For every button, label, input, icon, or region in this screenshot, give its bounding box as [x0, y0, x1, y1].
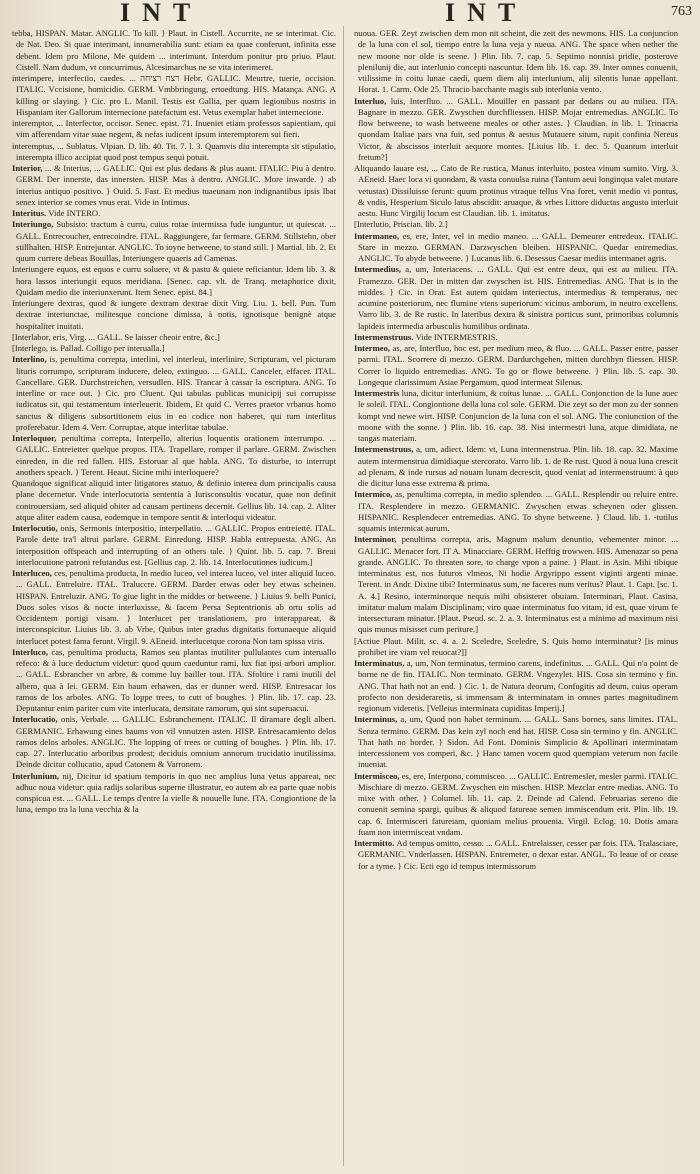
entry-paragraph — [12, 73, 336, 118]
entry-paragraph — [354, 714, 678, 770]
entry-paragraph — [354, 28, 678, 96]
entry-paragraph — [354, 231, 678, 265]
entry-text: luna, dicitur interlunium, & coitus lunae. ... GALL. Conjonction de la lune auec le soleil. ITAL. Congiontione della luna col sole. GERM. Die zeyt so der mon zu der sonnen kompt vnd newe wirt. HISP. Conjuncion de la luna con el sol. ANG. The coniunction of the moone with the sonne. } Plin. lib. 16. cap. 38. Nisi intermestri luna, atque dimidiata, ne tangas materiam. — [358, 388, 678, 443]
entry-text: ... & Interius, ... GALLIC. Qui est plus dedans & plus auant. ITALIC. Piu à dentro. GERM. Der innerste, das innersten. HISP. Mas à dentro. ANGLIC. More inwarde. } ab interius antiquo positivo. } Ouid. 5. Fast. Et medius tuaeunam non indignantibus ipsis Ibat senex interior se comes vnus erat. Vide in Intimus. — [16, 163, 336, 207]
entry-paragraph — [12, 332, 336, 343]
entry-headword: Interminus, — [354, 714, 401, 725]
right-column — [354, 28, 678, 1168]
entry-text: ces, penultima producta, In medio luceo, vel interea luceo, vel inter aliquid luceo. ... GALL. Entreluire. ITAL. Traluccre. GERM. Darder etwas oder bey etwas scheinen. HISPAN. Entreluzir. ANG. To giue light in the middes or betweene. } Liuius 9. belli Punici, Duos soles visos & nocte interluxisse, & facem Persa Septentrionis ab ortu solis ad Occidentem portigi visam. } Interlucet per translationem, pro interappareat, & interconspicitur. Liuius lib. 3. ab Vrbe, Quibus inter gradus dignitatis fortunaeque aliquid interlucet potest fama ferunt. Virgil. 9. AEneid. interlucetque corona Non tam spissa viris. — [16, 568, 336, 646]
entry-text: as, penultima correpta, in medio splendeo. ... GALL. Resplendir ou reluire entre. ITA. Resplendere in mezzo. GERMANIC. Zwyschen etwas scheynen oder glissen. HISPANIC. Resplendecer entremedias. ANG. To shyne betweene. } Claud. lib. 1. -tutilus squamis intermicat aurum. — [358, 489, 678, 533]
entry-paragraph — [12, 523, 336, 568]
column-divider — [343, 26, 344, 1166]
entry-headword: Intermico, — [354, 489, 396, 500]
entry-headword: Intermaneo, — [354, 230, 403, 241]
entry-text: Interiungere dextras, quod & iungere dextram dextrae dixit Virg. Liu. 1. bell. Pun. Tum dextrae interiunctae, militesque concione dimissa, à notis, ignotisque benignè atque hospitaliter inuitati. — [12, 298, 336, 331]
entry-paragraph — [354, 636, 678, 659]
entry-headword: Interitus. — [12, 208, 49, 218]
entry-text: a, um, adiect. Idem: vt, Luna intermenstrua. Plin. lib. 18. cap. 32. Maxime autem intermenstrua dimidiaque stercorato. Varro lib. 1. de Re rust. Quod à noua luna crescit ad plenam, & inde rursus ad nouam lunam decrescit, quod veniat ad intermenstruum: à quo die dicitur luna esse extrema & prima. — [358, 444, 678, 488]
entry-paragraph — [12, 208, 336, 219]
entry-text: interimpere, interfectio, caedes. ... רצח רציחה Hebr. GALLIC. Meurtre, tuerie, occision. ITALIC. Vccisione, homicidio. GERM. Vmbbringung, ertoedtung. HIS. Matança. ANG. A killing or slaying. } Cic. pro L. Manil. Testis est Gallia, per quam legionibus nostris in Hispaniam iter Gallorum internecione patefactum est. Vetus exemplar habet internecione. — [12, 73, 336, 117]
entry-headword: Interminatus, — [354, 658, 407, 668]
entry-paragraph — [12, 478, 336, 523]
entry-text: Interiungere equos, est equos e curru soluere, vt & pastu & quiete reficiantur. Idem lib. 3. & hora lassos interiungit equos meridiana. [Senec. cap. vlt. de Tranq. metaphorice dixit, Quidam medio die interiunxerunt. Item Senec. epist. 84.] — [12, 264, 336, 297]
entry-paragraph — [12, 771, 336, 816]
entry-paragraph — [12, 354, 336, 433]
entry-paragraph — [12, 118, 336, 141]
entry-text: tebba, HISPAN. Matar. ANGLIC. To kill. } Plaut. in Cistell. Accurrite, ne se interimat. Cic. de Nat. Deo. Si quae interimant, innumerabilia sunt: etiam ea quae conferunt, infinita esse debent. Idem pro Milone, Me quidem ... interimunt. Interdum ponitur pro priuo. Plaut. Cistell. Nam dudum, vt concurrimus, Alcesimarchus ne se vita interimeret. — [12, 28, 336, 72]
entry-headword: Interloquor, — [12, 433, 62, 443]
entry-text: penultima correpta, aris, Magnum malum denuntio, vehementer minor. ... GALLIC. Menacer fort. IT A. Minacciare. GERM. Hefftig trowwen. HIS. Amenazar so pena grande. ANGLIC. To threaten sore, to charge vpon a paine. } Plaut. in Asin. Mihi tibique interminatus est, nos futuros vlmeos, Ni hodie Argyrippo essent viginti argenti minae. Terent. in Andr. Dixine tibi? Interminatus sum, ne faceres num veritus? Plaut. 1. Capt. [sc. 1. A. 4.] Resino, interminorque nequis mihi obsisteret obuiam. Interminari, Plaut. Casina, imitatur malum malam Disciplinam; viro quae interminatus fuo vitam, id est, quae virum fe intersecturam minatur. [Plaut. Pseud. sc. 2. a. 3. Interminatus est a minimo ad maximum nisi quis munus misisset cum periture.] — [358, 534, 678, 635]
running-head-left: INT — [120, 0, 203, 27]
entry-paragraph — [354, 444, 678, 489]
entry-headword: Intermedius, — [354, 264, 406, 275]
entry-text: Aliquando lauare est, ... Cato de Re rustica, Manus interluito, postea vinum sumito. Virg. 3. AEneid. Haec loca vi quondam, & vasta conuulsa ruina (Tantum aeui longinqua valet mutare vetustas) Dissiluisse ferunt: quum protinus vtraque tellus Vna foret, venit medio vi pontus, & vndis, Hesperium Siculo latus abscidit: aruaque, & vrbes Littore diductas angusto interluit aestu. Hunc Virgilij locum est Claudian. lib. 1. imitatus. — [354, 163, 678, 218]
entry-paragraph — [12, 28, 336, 73]
entry-text: onis, Verbale. ... GALLIC. Esbranchement. ITALIC. Il diramare degli alberi. GERMANIC. Erhawung eines baums von vil vnnutzen asten. HISP. Entresacamiento delos ramos delos arboles. ANGLIC. The lopping of trees or cutting of boughes. } Plin. lib. 17. cap. 27. Interlucatio arboribus prodest; deciduis omnium annorum trucidatio inutilissima. Deinde dicitur collucatio, apud Catonem & Varronem. — [16, 714, 336, 770]
entry-paragraph — [354, 264, 678, 332]
entry-paragraph — [12, 163, 336, 208]
entry-paragraph — [12, 647, 336, 715]
entry-text: as, are, Interfluo, hoc est, per medium meo, & fluo. ... GALL. Passer entre, passer parmi. ITAL. Scorrere di mezzo. GERM. Dardurchgehen, mitten durchhyn fliessen. HISP. Correr lo liquido entremedias. ANG. To go or flowe betweene. } Plin. lib. 5. cap. 30. Longeque clarissimum Asiae Pergamum, quod intermeat Silenus. — [358, 343, 678, 387]
entry-text: es, ere, Interpono, commisceo. ... GALLIC. Entremesler, mesler parmi. ITALIC. Mischiare di mezzo. GERM. Zwyschen ein mischen. HISP. Mezclar entre medias. ANG. To mixe with other. } Columel. lib. 11. cap. 2. Deinde ad Calend. Februarias sereno die conuenit semina spargi, quibus & aliquod fatureae semen immiscendum erit. Plin. lib. 19. cap. 6. Intermisceri fatureiam, quoniam melius prouenia. Virgil. Eclog. 10. Dotis amara fuam non intermisceat vndam. — [358, 770, 678, 837]
entry-paragraph — [12, 714, 336, 770]
entry-paragraph — [354, 343, 678, 388]
entry-text: a, um, Quod non habet terminum. ... GALL. Sans bornes, sans limites. ITAL. Senza termino. GERM. Das kein zyl noch end hat. HISP. Cosa sin termino y fin. ANGLIC. That hath no border. } Sidon. Ad Font. Dominis Simplicio & Apollinari interminatam intercessionem vos comperi, &c. } Hanc tamen vocem quod quempiam veterum non facile inueniat. — [358, 714, 678, 770]
entry-text: Ad tempus omitto, cesso. ... GALL. Entrelaisser, cesser par fois. ITA. Tralasciare, GERMANIC. Vnderlassen. HISPAN. Entremeter, o dexar estar. ANGL. To leaue of or cease for a tyme. } Cic. Ecti ego id tempus intermissorum — [358, 838, 678, 871]
entry-paragraph — [354, 219, 678, 230]
entry-paragraph — [12, 568, 336, 647]
entry-paragraph — [12, 433, 336, 478]
entry-text: Vide INTERMESTRIS. — [415, 331, 498, 342]
entry-paragraph — [354, 489, 678, 534]
entry-text: penultima correpta, Interpello, alterius loquentis orationem interrumpo. ... GALLIC. Entreietter quelque propos. ITA. Trapellare, romper il parlare. GERM. Zwischen einreden, in die red fallen. HIS. Estoruar al que habla. ANG. To disturbe, to interrupt anothers speach. } Terent. Heaut. Sicine mihi interloquere? — [16, 433, 336, 477]
entry-paragraph — [354, 658, 678, 714]
entry-headword: Interluco, — [12, 646, 52, 657]
entry-headword: Interluceo, — [12, 568, 55, 578]
entry-paragraph — [354, 388, 678, 444]
entry-paragraph — [12, 298, 336, 332]
entry-text: [Interlutio, Priscian. lib. 2.] — [354, 219, 448, 230]
entry-paragraph — [12, 219, 336, 264]
entry-paragraph — [354, 163, 678, 219]
entry-paragraph — [354, 332, 678, 343]
entry-text: is, penultima correpta, interlini, vel interleui, interlinire, Scripturam, vel picturam lituris corrumpo, scripturam inducere, deleo, extinguo. ... GALL. Canceler, effacer. ITAL. Cancellare. GER. Durchstreichen, versudlen. HIS. Trancar à cassar la escriptura. ANG. To interline or race out. } Cic. pro Cluent. Qui tabulas publicas municipij sui corrupisse iudicatus sit, qui testamentum interleuerit. Ibidem, Et quid C. Verres praetor vrbanus homo sanctus & diligens subsortitionem eius in eo codice non haberet, qui tum interlitus proferebatur. Idem 4. Verr. Corruptae, atque interlitae tabulae. — [16, 354, 336, 432]
entry-headword: Interluo, — [354, 95, 391, 106]
entry-text: Vide INTERO. — [48, 208, 101, 218]
left-column — [12, 28, 336, 1168]
entry-headword: Intermisceo, — [354, 770, 402, 781]
entry-text: Subsisto: tractum à curru, cuius rotae intermissa fude iunguntur, ut quiescat. ... GALL. Entrecoucher, entrecoindre. ITAL. Raggiungere, far fermare. GERM. Stillstehn, ober stillhalten. HISP. Entrejuntar. ANGLIC. To ioyne betweene, to stand still. } Martial. lib. 2. Et quum currere debeas Bouillas, Interiungere quaeris ad Camenas. — [16, 219, 336, 263]
entry-text: cas, penultima producta, Ramos seu plantas inutiliter pullulantes cum interuallo refeco: & à luce deductum videtur: quod quum caeduntur rami, lux fiat ipsi arbori amplior. ... GALL. Esbrancher vn arbre, & comme luy bailler tout. ITA. Sfoltire i rami inutili del albero, qua à lei. GERM. Ein baum erhawen, das er dunner werd. HISP. Entresacar los ramos de los arboles. ANG. To loppe trees, to cutt of boughes. } Plin. lib. 17. cap. 23. Deputantur enim pariter cum vite interlucata, densitate ramorum, qui sint superuacui. — [16, 646, 336, 713]
page-number: 763 — [671, 4, 692, 19]
entry-text: a, um, Non terminatus, termino carens, indefinitus. ... GALL. Qui n'a point de borne ne de fin. ITALIC. Non terminato. GERM. Vngezylet. HIS. Cosa sin termino y fin. ANG. That hath not an end. } Cic. 1. de Natura deorum, Confugitis ad deum, cuius operam profecto non desideraretis, si immensam & interminatam in omnes partes magnitudinem regionum videretis. [Velleius interminata cupiditas Imperij.] — [358, 658, 678, 713]
entry-headword: Interminor, — [354, 534, 402, 545]
entry-paragraph — [12, 264, 336, 298]
entry-text: [Interlego, is. Pallad. Colligo per interualla.] — [12, 343, 165, 353]
entry-headword: Intermenstruus, — [354, 444, 417, 455]
running-head-right: INT — [445, 0, 528, 27]
entry-text: es, ere, Inter, vel in medio maneo. ... GALL. Demeurer entredeux. ITALIC. Stare in mezzo. GERMAN. Darzwyschen bleiben. HISPANIC. Quedar entremedias. ANGLIC. To abyde betweene. } Lucanus lib. 6. Desessus Caesar mediis intermanet agris. — [358, 230, 678, 263]
entry-headword: Interior, — [12, 163, 46, 173]
entry-headword: Interlunium, — [12, 770, 63, 781]
entry-paragraph — [354, 96, 678, 164]
entry-paragraph — [354, 838, 678, 872]
entry-paragraph — [354, 534, 678, 635]
entry-headword: Intermeo, — [354, 343, 393, 353]
entry-text: interemptus, ... Sublatus. Vlpian. D. lib. 40. Tit. 7. l. 3. Quamvis diu interempta sit stipulatio, interempta illico accipiat quod post tempus sequi potuit. — [12, 140, 336, 162]
entry-headword: Interlocutio, — [12, 523, 61, 533]
entry-text: nij, Dicitur id spatium temporis in quo nec amplius luna vetus appareat, nec adhuc noua videtur: quia radijs solaribus superne illustratur, eo autem ab ea parte quae nobis conspicua est. ... GALL. Le temps d'entre la vielle & nouuelle lune. ITA. Congiontione de la luna, tempo tra la luna vecchia & la — [16, 770, 336, 815]
entry-headword: Interiungo, — [12, 219, 57, 230]
entry-paragraph — [354, 771, 678, 839]
entry-text: Quandoque significat aliquid inter litigatores statuo, & definio interea dum principalis causa plane decernetur. Vnde interlocutoria sententia à Iurisconsultis vocatur, quae non definit controuersiam, sed aliquid obiter ad causam pertinens decernit. Gellius lib. 14. cap. 2. Aliter atque aliter eadem causa, eodemque in tempore sentit & interloqui videatur. — [12, 478, 336, 522]
entry-text: onis, Sermonis interpositio, interpellatio. ... GALLIC. Propos entreietté. ITAL. Parole dette tra'l altrui parlare. GERM. Einredung. HISP. Habla entrepuesta. ANG. An interposition offspeach and interrupting of an others tale. } Quint. lib. 5. cap. 7. Breui interlocutione patroni refutandus est. [Gellius cap. 2. lib. 14. Interlocutiones iudicum.] — [16, 523, 336, 567]
entry-headword: Interlino, — [12, 354, 50, 365]
entry-headword: Intermenstruus. — [354, 331, 416, 342]
entry-text: luis, Interfluo. ... GALL. Mouiller en passant par dedans ou au milieu. ITA. Bagnare in mezzo. GER. Zwyschen durchfliessen. HISP. Mojar entremedias. ANGLIC. To flow betweene, to wash betweene meales or other astes. } Claudian. in lib. 1. Trinacria quondam Italiae pars vna fuit, sed pontus & aestus Mutauere situm, rupit confinia Nereus Victor, & abscissos interluit aequore montes. [Liuius lib. 1. dec. 5. Quantum interluit fretum?] — [358, 95, 678, 162]
entry-text: interemptor, ... Interfector, occisor. Senec. epist. 71. Inueniet etiam professos sapientiam, qui vim afferendam vitae suae negent, & nefas iudicent ipsum interemptorem sui fieri. — [12, 118, 336, 140]
entry-paragraph — [12, 343, 336, 354]
entry-paragraph — [12, 141, 336, 164]
entry-text: nuoua. GER. Zeyt zwischen dem mon nit scheint, die zeit des newmons. HIS. La conjuncion de la luna con el sol, tiempo entre la luna veja y nueua. ANG. The space when nether the new moone nor olde is seene. } Plin. lib. 7. cap. 5. Septimo nonnisi pridie, posterove plenilunij die, aut interlunio concepti nascuntur. Idem lib. 16. cap. 39. Inter omnes conuenit, vtilissime in coitu lunae caedi, quem diem alij interlunium, alij silentis lunae appellant. Horat. 1. Carm. Ode 25. Thracio bacchante magis sub interlunia vento. — [354, 28, 678, 95]
entry-text: [Actiue Plaut. Milit. sc. 4. a. 2. Sceledre, Sceledre, S. Quis homo interminatur? [is minus prohibet ire viam vel reuocat?]] — [354, 635, 678, 657]
entry-headword: Interlucatio, — [12, 714, 62, 725]
entry-text: a, um, Interiacens. ... GALL. Qui est entre deux, qui est au milieu. ITA. Framezzo. GER. Der in mitten dar zwyschen ist. HIS. Entremedias. ANG. That is in the middes. } Cic. in Orat. Est autem quidam interiectus, intermedius & temperatus, nec acumine posteriorum, nec flumine vtens superiorum: vicinus amborum, in neutro excellens. Varro lib. 3. de Re rustic. In lateribus dextra & sinistra porticus sunt, primoribus columnis lapideis intermedia arbusculis humilibus ordinata. — [358, 264, 678, 331]
entry-text: [Interlabor, eris, Virg. ... GALL. Se laisser cheoir entre, &c.] — [12, 331, 220, 342]
entry-headword: Intermitto. — [354, 838, 397, 848]
entry-headword: Intermestris — [354, 388, 402, 398]
